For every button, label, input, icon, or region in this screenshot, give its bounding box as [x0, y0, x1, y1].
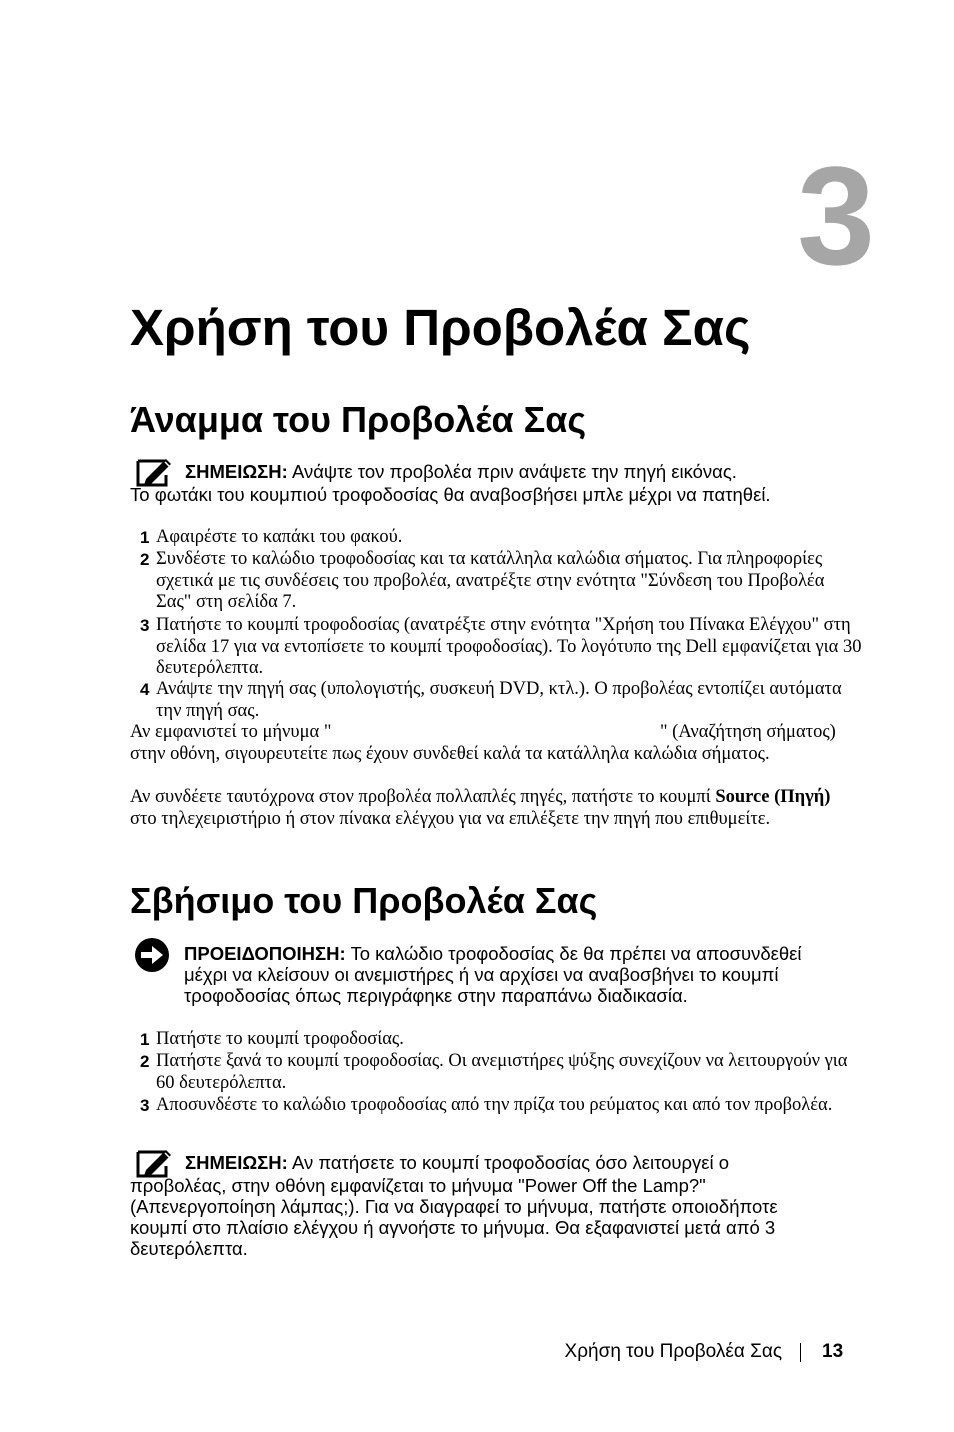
list-item [140, 1095, 856, 1117]
step-text: Πατήστε ξανά το κουμπί τροφοδοσίας. Οι ανεμιστήρες ψύξης συνεχίζουν να λειτουργούν για 60 δευτερόλεπτα. [156, 1051, 848, 1093]
list-item [140, 1029, 866, 1051]
step-text: Συνδέστε το καλώδιο τροφοδοσίας και τα κατάλληλα καλώδια σήματος. Για πληροφορίες σχετικά με τις συνδέσεις του προβολέα, ανατρέξτε στην ενότητα "Σύνδεση του Προβολέα Σας" στη σελίδα 7. [156, 549, 825, 612]
note-pencil-icon [136, 455, 176, 487]
section-heading-power-off: Σβήσιμο του Προβολέα Σας [130, 880, 598, 921]
note-2-text-rest: προβολέας, στην οθόνη εμφανίζεται το μήνυμα "Power Off the Lamp?" (Απενεργοποίηση λάμπας;). Για να διαγραφεί το μήνυμα, πατήστε οποιοδήποτε κουμπί στο πλαίσιο ελέγχου ή αγνοήστε το μήνυμα. Θα εξαφανιστεί μετά από 3 δευτερόλεπτα. [130, 1175, 778, 1259]
list-item [140, 549, 846, 614]
note-2-text-line1: Αν πατήσετε το κουμπί τροφοδοσίας όσο λειτουργεί ο [291, 1152, 730, 1173]
source-button-label: Source (Πηγή) [715, 787, 831, 807]
step-text: Πατήστε το κουμπί τροφοδοσίας. [156, 1029, 404, 1049]
list-item [140, 527, 866, 549]
warning-text [184, 943, 834, 1006]
note-pencil-icon [136, 1146, 176, 1178]
para2 [130, 787, 850, 830]
para2-end: στο τηλεχειριστήριο ή στον πίνακα ελέγχου για να επιλέξετε την πηγή που επιθυμείτε. [130, 808, 771, 829]
chapter-number: 3 [797, 137, 875, 294]
para1-mid: " (Αναζήτηση σήματος) [660, 722, 836, 742]
warning-body: Το καλώδιο τροφοδοσίας δε θα πρέπει να αποσυνδεθεί μέχρι να κλείσουν οι ανεμιστήρες ή να αρχίσει να αναβοσβήνει το κουμπί τροφοδοσίας όπως περιγράφηκε στην παραπάνω διαδικασία. [184, 943, 802, 1006]
list-item [140, 615, 871, 680]
step-number: 2 [140, 1052, 150, 1071]
chapter-title: Χρήση του Προβολέα Σας [130, 299, 751, 356]
para2-start: Αν συνδέετε ταυτόχρονα στον προβολέα πολλαπλές πηγές, πατήστε το κουμπί [130, 787, 711, 807]
step-text: Ανάψτε την πηγή σας (υπολογιστής, συσκευή DVD, κτλ.). Ο προβολέας εντοπίζει αυτόματα την πηγή σας. [156, 679, 842, 721]
step-text: Αφαιρέστε το καπάκι του φακού. [156, 527, 403, 547]
para1-rest: στην οθόνη, σιγουρευτείτε πως έχουν συνδεθεί καλά τα κατάλληλα καλώδια σήματος. [130, 744, 770, 764]
step-text: Αποσυνδέστε το καλώδιο τροφοδοσίας από την πρίζα του ρεύματος και από τον προβολέα. [156, 1095, 833, 1115]
warning-label: ΠΡΟΕΙΔΟΠΟΙΗΣΗ: [184, 943, 346, 964]
warning-icon [134, 937, 170, 973]
page-number: 13 [822, 1341, 844, 1362]
step-number: 3 [140, 1096, 150, 1115]
footer-chapter-title: Χρήση του Προβολέα Σας [564, 1341, 782, 1362]
note-2-first-line [185, 1152, 885, 1173]
step-number: 2 [140, 550, 150, 569]
note-1-first-line [185, 461, 885, 482]
step-number: 3 [140, 616, 150, 635]
list-item [140, 1051, 856, 1094]
note-1-text-line1: Ανάψτε τον προβολέα πριν ανάψετε την πηγή εικόνας. [291, 461, 737, 482]
section-heading-power-on: Άναμμα του Προβολέα Σας [130, 399, 587, 440]
note-1-text-rest: Το φωτάκι του κουμπιού τροφοδοσίας θα αναβοσβήσει μπλε μέχρι να πατηθεί. [130, 484, 771, 505]
list-item [140, 679, 866, 722]
para1-start: Αν εμφανιστεί το μήνυμα " [130, 722, 332, 742]
step-number: 1 [140, 528, 150, 547]
step-text: Πατήστε το κουμπί τροφοδοσίας (ανατρέξτε στην ενότητα "Χρήση του Πίνακα Ελέγχου" στη σελίδα 17 για να εντοπίσετε το κουμπί τροφοδοσίας). Το λογότυπο της Dell εμφανίζεται για 30 δευτερόλεπτα. [156, 615, 862, 678]
step-number: 4 [140, 680, 150, 699]
note-2-label: ΣΗΜΕΙΩΣΗ: [185, 1152, 288, 1173]
step-number: 1 [140, 1030, 150, 1049]
note-1-label: ΣΗΜΕΙΩΣΗ: [185, 461, 288, 482]
footer-divider [800, 1343, 801, 1362]
